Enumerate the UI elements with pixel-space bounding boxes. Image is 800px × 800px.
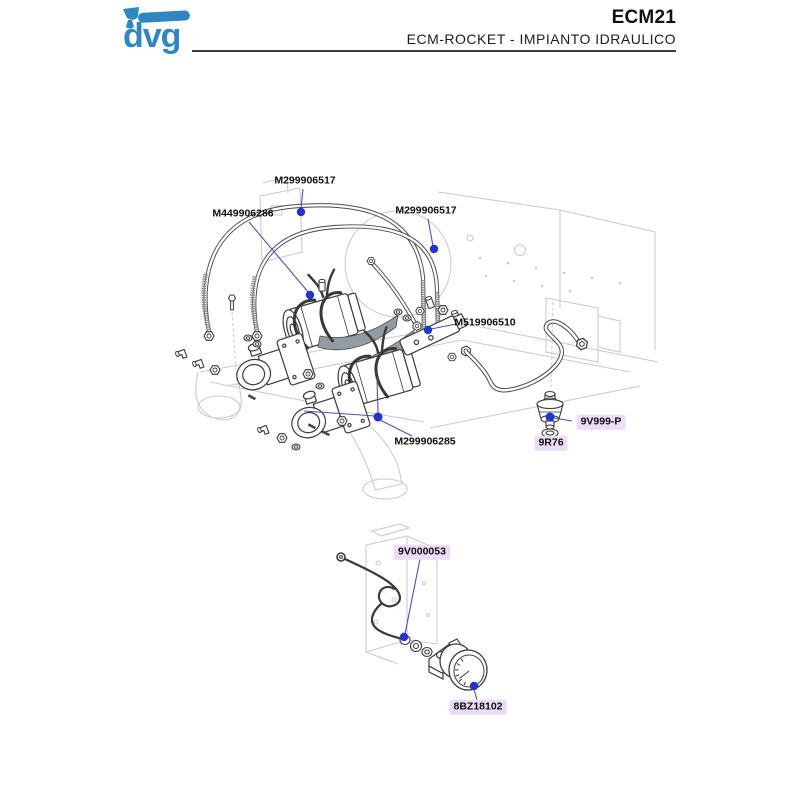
part-marker-dot bbox=[430, 245, 438, 253]
part-label-9v999-p[interactable]: 9V999-P bbox=[577, 415, 626, 430]
part-marker-dot bbox=[297, 208, 305, 216]
part-label-m299906285[interactable]: M299906285 bbox=[394, 435, 456, 448]
part-label-m519906510[interactable]: M519906510 bbox=[454, 316, 516, 329]
part-label-m299906517-top[interactable]: M299906517 bbox=[274, 174, 336, 187]
part-marker-dot bbox=[400, 633, 408, 641]
expansion-pipe bbox=[466, 321, 589, 390]
document-title: ECM-ROCKET - IMPIANTO IDRAULICO bbox=[406, 31, 676, 47]
part-label-8bz18102[interactable]: 8BZ18102 bbox=[449, 700, 506, 715]
part-marker-dot bbox=[374, 413, 383, 422]
brand-logo: dvg bbox=[123, 17, 181, 55]
capillary-tube bbox=[337, 553, 402, 639]
part-label-m299906517-right[interactable]: M299906517 bbox=[395, 204, 457, 217]
pressure-gauge bbox=[440, 639, 487, 690]
part-marker-dot bbox=[424, 326, 432, 334]
part-marker-dots bbox=[297, 208, 555, 690]
part-label-9r76[interactable]: 9R76 bbox=[534, 436, 567, 451]
part-label-m449906286[interactable]: M449906286 bbox=[212, 207, 274, 220]
part-marker-dot bbox=[306, 291, 314, 299]
document-code: ECM21 bbox=[611, 7, 676, 28]
valve-body-1 bbox=[228, 329, 315, 401]
part-label-9v000053[interactable]: 9V000053 bbox=[394, 545, 450, 560]
part-marker-dot bbox=[470, 682, 478, 690]
expansion-valve bbox=[537, 392, 563, 430]
part-marker-dot bbox=[546, 413, 555, 422]
